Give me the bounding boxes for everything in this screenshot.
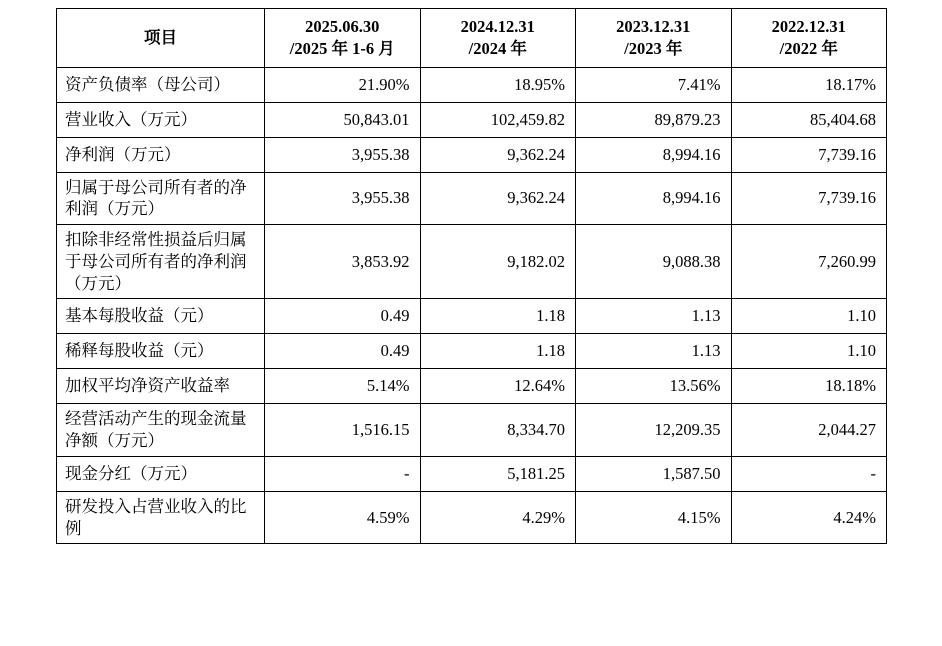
row-value-2025: 21.90%	[265, 67, 421, 102]
row-value-2025: 0.49	[265, 299, 421, 334]
row-label: 归属于母公司所有者的净利润（万元）	[57, 172, 265, 225]
column-header-2022-line1: 2022.12.31	[771, 17, 846, 36]
row-value-2024: 12.64%	[420, 369, 576, 404]
row-value-2023: 7.41%	[576, 67, 732, 102]
table-row	[57, 225, 887, 299]
table-header-row	[57, 9, 887, 68]
row-value-2024: 1.18	[420, 334, 576, 369]
row-value-2025: 5.14%	[265, 369, 421, 404]
row-value-2024: 5,181.25	[420, 456, 576, 491]
row-value-2023: 4.15%	[576, 491, 732, 544]
row-label: 扣除非经常性损益后归属于母公司所有者的净利润（万元）	[57, 225, 265, 299]
column-header-item-line1: 项目	[144, 27, 177, 47]
column-header-2024-line1: 2024.12.31	[460, 17, 535, 36]
column-header-2025-line2: /2025 年 1-6 月	[289, 38, 395, 58]
row-value-2024: 9,362.24	[420, 137, 576, 172]
row-value-2022: 7,260.99	[731, 225, 887, 299]
row-value-2024: 9,362.24	[420, 172, 576, 225]
row-value-2023: 8,994.16	[576, 137, 732, 172]
row-value-2024: 102,459.82	[420, 102, 576, 137]
column-header-2022	[731, 9, 887, 68]
row-label: 资产负债率（母公司）	[57, 67, 265, 102]
row-value-2023: 9,088.38	[576, 225, 732, 299]
table-row	[57, 67, 887, 102]
row-value-2022: 1.10	[731, 334, 887, 369]
row-value-2022: -	[731, 456, 887, 491]
row-label: 基本每股收益（元）	[57, 299, 265, 334]
row-value-2023: 1.13	[576, 334, 732, 369]
table-row	[57, 102, 887, 137]
table-header	[57, 9, 887, 68]
table-row	[57, 456, 887, 491]
row-value-2023: 8,994.16	[576, 172, 732, 225]
column-header-2023	[576, 9, 732, 68]
table-row	[57, 491, 887, 544]
row-label: 研发投入占营业收入的比例	[57, 491, 265, 544]
row-value-2022: 4.24%	[731, 491, 887, 544]
row-value-2023: 89,879.23	[576, 102, 732, 137]
row-value-2024: 8,334.70	[420, 404, 576, 457]
table-body	[57, 67, 887, 544]
table-row	[57, 334, 887, 369]
table-row	[57, 369, 887, 404]
row-value-2022: 18.18%	[731, 369, 887, 404]
row-value-2022: 85,404.68	[731, 102, 887, 137]
row-value-2022: 7,739.16	[731, 137, 887, 172]
column-header-2025	[265, 9, 421, 68]
column-header-2025-line1: 2025.06.30	[305, 17, 380, 36]
row-value-2022: 1.10	[731, 299, 887, 334]
table-row	[57, 404, 887, 457]
row-label: 净利润（万元）	[57, 137, 265, 172]
row-label: 加权平均净资产收益率	[57, 369, 265, 404]
table-row	[57, 172, 887, 225]
row-value-2023: 13.56%	[576, 369, 732, 404]
column-header-2024	[420, 9, 576, 68]
table-row	[57, 137, 887, 172]
row-value-2025: 3,955.38	[265, 172, 421, 225]
row-value-2025: 0.49	[265, 334, 421, 369]
row-value-2024: 18.95%	[420, 67, 576, 102]
column-header-2023-line2: /2023 年	[624, 38, 683, 58]
row-value-2022: 7,739.16	[731, 172, 887, 225]
row-value-2025: 4.59%	[265, 491, 421, 544]
row-value-2024: 1.18	[420, 299, 576, 334]
row-value-2023: 1,587.50	[576, 456, 732, 491]
row-value-2025: 1,516.15	[265, 404, 421, 457]
row-value-2022: 18.17%	[731, 67, 887, 102]
row-value-2025: -	[265, 456, 421, 491]
row-label: 稀释每股收益（元）	[57, 334, 265, 369]
row-value-2022: 2,044.27	[731, 404, 887, 457]
row-value-2023: 12,209.35	[576, 404, 732, 457]
row-value-2025: 50,843.01	[265, 102, 421, 137]
row-label: 经营活动产生的现金流量净额（万元）	[57, 404, 265, 457]
row-value-2024: 9,182.02	[420, 225, 576, 299]
row-value-2024: 4.29%	[420, 491, 576, 544]
row-label: 营业收入（万元）	[57, 102, 265, 137]
row-label: 现金分红（万元）	[57, 456, 265, 491]
row-value-2025: 3,853.92	[265, 225, 421, 299]
row-value-2023: 1.13	[576, 299, 732, 334]
column-header-item	[57, 9, 265, 68]
column-header-2024-line2: /2024 年	[468, 38, 527, 58]
table-row	[57, 299, 887, 334]
column-header-2023-line1: 2023.12.31	[616, 17, 691, 36]
column-header-2022-line2: /2022 年	[779, 38, 838, 58]
financial-summary-table	[56, 8, 887, 544]
row-value-2025: 3,955.38	[265, 137, 421, 172]
